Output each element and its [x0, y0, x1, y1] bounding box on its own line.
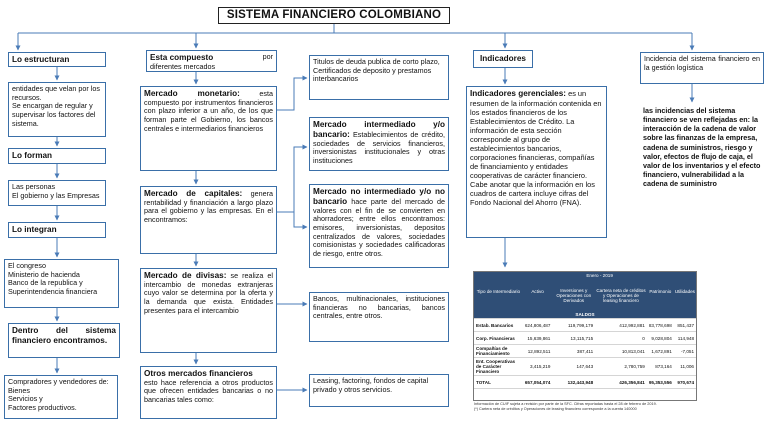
table-notes — [474, 402, 700, 411]
lo-integran-heading: Lo integran — [12, 225, 57, 234]
mercado-monetario-body: esta compuesto por instrumentos financieros con plazo inferior a un año, de los que forman parte el Gobierno, los bancos centrales e intermediarios financieros — [144, 89, 273, 133]
mercado-intermediado-box — [309, 117, 449, 171]
table-cell: 12,892,511 — [523, 345, 553, 358]
esta-compuesto-rest: diferentes mercados — [150, 61, 216, 71]
dentro-sistema-box — [8, 323, 120, 358]
table-cell: 83,778,698 — [647, 319, 674, 332]
table-total-row — [474, 376, 696, 389]
lo-integran-box — [8, 222, 106, 238]
table-note-2: (*) Cartera neta de créditos y Operaciones de leasing financiero corresponde a la cuenta 140000 — [474, 406, 637, 411]
table-cell: 9,028,804 — [647, 332, 674, 345]
lo-forman-body: Las personas El gobierno y las Empresas — [8, 180, 106, 206]
esta-compuesto-heading: Esta compuesto — [150, 53, 214, 62]
table-row — [474, 358, 696, 376]
otros-mercados-body: esto hace referencia a otros productos que ofrecen entidades bancarias o no bancarias tales como: — [144, 377, 273, 405]
mercado-divisas-heading: Mercado de divisas: — [144, 271, 227, 280]
lo-forman-box — [8, 148, 106, 164]
table-cell: 0 — [595, 332, 647, 345]
lo-estructuran-box — [8, 52, 106, 67]
mercado-intermediado-body: Establecimientos de crédito, sociedades de servicios financieros, inversionistas institucionales y otras instituciones — [313, 129, 446, 165]
th-utilidades: Utilidades — [674, 272, 696, 311]
mercado-no-intermediado-box — [309, 184, 449, 268]
table-cell: 412,992,881 — [595, 319, 647, 332]
th-activo: Activo — [523, 272, 553, 311]
incidencias-body: las incidencias del sistema financiero se ven reflejadas en: la interacción de la cadena de valor sobre las finanzas de la empresa, cadena de suministros, riesgo y valor, efectos de flujo de caja, el valor de los inventarios y el efecto financiero, vulnerabilidad a la cadena de suministro — [640, 104, 764, 220]
table-cell: 426,356,841 — [595, 376, 647, 389]
mercado-no-intermediado-heading: Mercado no intermediado y/o no bancario — [313, 187, 445, 206]
table-row — [474, 345, 696, 358]
table-cell: 10,813,041 — [595, 345, 647, 358]
esta-compuesto-box — [146, 50, 277, 72]
dentro-sistema-body: Compradores y vendedores de: Bienes Servicios y Factores productivos. — [4, 375, 118, 419]
mercado-no-intermediado-body: hace parte del mercado de valores con el fin de se convierten en ahorradores; entre ellos encontramos: emisores, inversionistas, depositos centralizados de valores, sociedades comisionistas y sociedades calificadoras de riesgo, entre otros. — [313, 196, 445, 258]
th-patrimonio: Patrimonio — [647, 272, 674, 311]
table-cell: 657,054,074 — [523, 376, 553, 389]
incidencia-box: Incidencia del sistema financiero en la gestión logística — [640, 52, 764, 84]
table-cell: 114,948 — [674, 332, 696, 345]
table-cell: 873,164 — [647, 358, 674, 376]
lo-estructuran-body: entidades que velan por los recursos. Se encargan de regular y supervisar los factores del sistema. — [8, 82, 106, 137]
lo-forman-heading: Lo forman — [12, 151, 53, 160]
table-cell: 387,411 — [552, 345, 595, 358]
page-title: SISTEMA FINANCIERO COLOMBIANO — [218, 7, 450, 24]
table-cell: 11,006 — [674, 358, 696, 376]
table-cell: -7,051 — [674, 345, 696, 358]
table-subheader: SALDOS — [474, 311, 696, 319]
table-cell: 624,806,487 — [523, 319, 553, 332]
indicadores-gerenciales-heading: Indicadores gerenciales: — [470, 89, 567, 98]
lo-integran-body: El congreso Ministerio de hacienda Banco de la republica y Superintendencia financiera — [4, 259, 119, 308]
table-cell: 3,415,219 — [523, 358, 553, 376]
table-cell: 851,437 — [674, 319, 696, 332]
titulos-deuda-box: Titulos de deuda publica de corto plazo, Certificados de deposito y prestamos interbancarios — [309, 55, 449, 100]
indicadores-gerenciales-body: es un resumen de la información contenida en los estados financieros de los Establecimientos de Crédito. La información de esta sección corresponde al grupo de establecimientos bancarios, corporaciones financieras, compañías de financiamiento y entidades cooperativas de carácter financiero. Cabe anotar que la información en los cuadros de cartera incluye cifras del Fondo Nacional del Ahorro (FNA). — [470, 89, 602, 208]
table-cell: 2,780,759 — [595, 358, 647, 376]
table-cell: Corp. Financieras — [474, 332, 523, 345]
table-cell: 119,799,179 — [552, 319, 595, 332]
table-cell: Compañías de Financiamiento — [474, 345, 523, 358]
th-tipo: Tipo de Intermediario — [474, 272, 523, 311]
otros-mercados-heading: Otros mercados financieros — [144, 369, 253, 378]
table-cell: 132,443,948 — [552, 376, 595, 389]
bancos-box: Bancos, multinacionales, instituciones financieras no bancarias, bancos centrales, entre otros. — [309, 292, 449, 342]
table-cell: 15,639,861 — [523, 332, 553, 345]
table-cell: TOTAL — [474, 376, 523, 389]
table-note-1: Información de CUIF sujeta a revisión por parte de la SFC. Cifras reportadas hasta el 28 de febrero de 2019. — [474, 402, 657, 406]
mercado-capitales-heading: Mercado de capitales: — [144, 189, 243, 198]
mercado-capitales-box — [140, 186, 277, 254]
th-group: Enero - 2019 — [552, 272, 646, 279]
dentro-sistema-heading: Dentro del sistema financiero encontramos. — [12, 326, 116, 345]
mercado-capitales-body: genera rentabilidad y financiación a largo plazo para el gobierno y las empresas. En el encontramos: — [144, 189, 274, 225]
mercado-divisas-body: se realiza el intercambio de monedas extranjeras cuyo valor se determina por la oferta y la demanda que exista. Entidades presentes para el intercambio — [144, 271, 274, 315]
table-row — [474, 319, 696, 332]
mercado-monetario-heading: Mercado monetario: — [144, 89, 240, 98]
indicadores-table — [473, 271, 697, 401]
lo-estructuran-heading: Lo estructuran — [12, 55, 70, 64]
indicadores-box — [473, 50, 533, 68]
table-cell: 95,353,556 — [647, 376, 674, 389]
mercado-monetario-box — [140, 86, 277, 171]
mercado-intermediado-heading: Mercado intermediado y/o bancario: — [313, 120, 445, 139]
table-cell: 13,115,715 — [552, 332, 595, 345]
table-cell: Estab. Bancarios — [474, 319, 523, 332]
table-cell: 147,643 — [552, 358, 595, 376]
leasing-box: Leasing, factoring, fondos de capital privado y otros servicios. — [309, 374, 449, 407]
indicadores-heading: Indicadores — [480, 54, 526, 63]
indicadores-gerenciales-box — [466, 86, 607, 238]
th-inversiones: Inversiones y Operaciones con Derivados — [552, 279, 595, 311]
otros-mercados-box — [140, 366, 277, 419]
table-cell: Ent. Cooperativas de Carácter Financiero — [474, 358, 523, 376]
table-cell: 970,674 — [674, 376, 696, 389]
mercado-divisas-box — [140, 268, 277, 353]
table-cell: 1,672,891 — [647, 345, 674, 358]
table-row — [474, 332, 696, 345]
th-cartera: Cartera neta de créditos y Operaciones de leasing financiero — [595, 279, 647, 311]
esta-compuesto-por: por — [262, 52, 273, 61]
